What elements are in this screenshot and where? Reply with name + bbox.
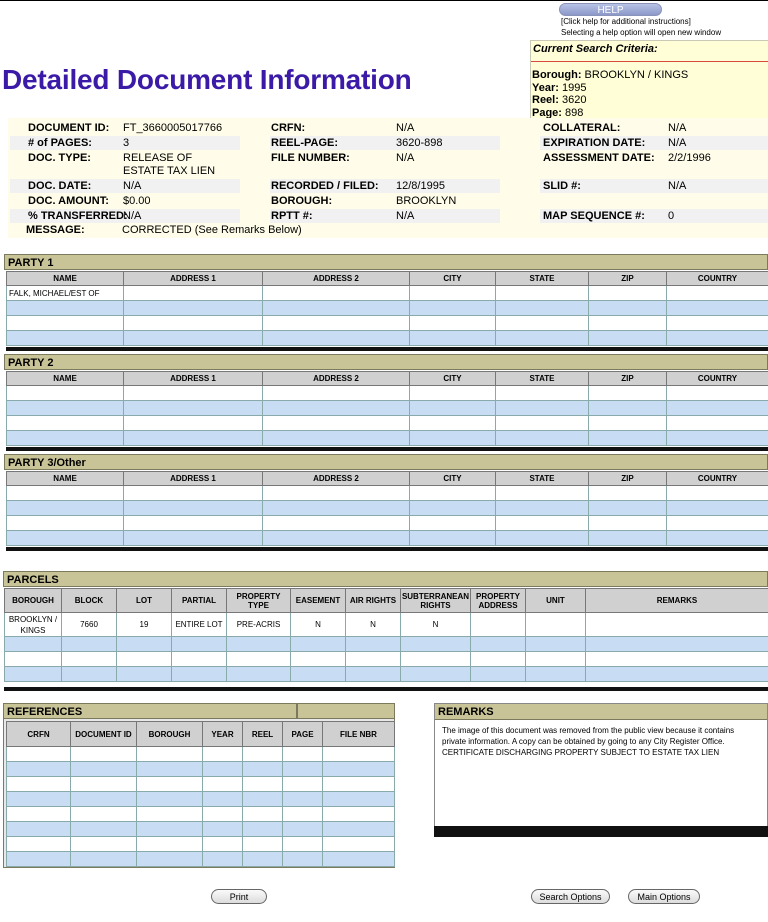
search-criteria-panel xyxy=(530,40,768,120)
remarks-panel xyxy=(434,703,768,837)
col-city: CITY xyxy=(410,272,496,286)
map-sequence-value: 0 xyxy=(668,210,675,222)
col-file-nbr: FILE NBR xyxy=(323,722,395,747)
col-remarks: REMARKS xyxy=(586,589,768,613)
assessment-label: ASSESSMENT DATE: xyxy=(543,152,655,164)
main-options-button[interactable]: Main Options xyxy=(628,889,700,904)
transferred-label: % TRANSFERRED: xyxy=(28,210,128,222)
table-row xyxy=(7,431,768,446)
criteria-title: Current Search Criteria: xyxy=(533,43,658,55)
table-row xyxy=(7,762,395,777)
parcels-header: PARCELS xyxy=(3,571,768,587)
doc-amount-label: DOC. AMOUNT: xyxy=(28,195,109,207)
parcel-air-rights-cell: N xyxy=(346,613,401,637)
col-address-2: ADDRESS 2 xyxy=(263,372,410,386)
col-country: COUNTRY xyxy=(667,272,768,286)
expiration-value: N/A xyxy=(668,137,687,149)
col-name: NAME xyxy=(7,272,124,286)
col-state: STATE xyxy=(496,272,589,286)
table-row xyxy=(7,777,395,792)
table-row xyxy=(7,792,395,807)
parcel-partial-cell: ENTIRE LOT xyxy=(172,613,227,637)
col-page: PAGE xyxy=(283,722,323,747)
document-id-label: DOCUMENT ID: xyxy=(28,122,110,134)
table-row xyxy=(5,667,768,682)
col-subterranean-rights: SUBTERRANEAN RIGHTS xyxy=(401,589,471,613)
file-number-value: N/A xyxy=(396,152,415,164)
table-row xyxy=(7,386,768,401)
table-row xyxy=(5,637,768,652)
doc-amount-value: $0.00 xyxy=(123,195,151,207)
map-sequence-label: MAP SEQUENCE #: xyxy=(543,210,645,222)
criteria-year: Year: 1995 xyxy=(532,81,587,94)
col-air-rights: AIR RIGHTS xyxy=(346,589,401,613)
document-id-value: FT_3660005017766 xyxy=(123,122,223,134)
table-row xyxy=(7,747,395,762)
parcel-subterranean-cell: N xyxy=(401,613,471,637)
col-lot: LOT xyxy=(117,589,172,613)
slid-label: SLID #: xyxy=(543,180,581,192)
col-zip: ZIP xyxy=(589,272,667,286)
table-row xyxy=(7,822,395,837)
parcel-address-cell xyxy=(471,613,526,637)
message-label: MESSAGE: xyxy=(26,224,85,236)
party1-table xyxy=(6,271,768,346)
party3-header: PARTY 3/Other xyxy=(4,454,768,470)
expiration-label: EXPIRATION DATE: xyxy=(543,137,646,149)
borough-value: BROOKLYN xyxy=(396,195,457,207)
party3-footer-bar xyxy=(6,547,768,551)
col-name: NAME xyxy=(7,372,124,386)
help-button[interactable]: HELP xyxy=(559,3,662,16)
col-zip: ZIP xyxy=(589,372,667,386)
col-property-type: PROPERTY TYPE xyxy=(227,589,291,613)
table-row xyxy=(7,316,768,331)
table-row xyxy=(7,416,768,431)
party2-header: PARTY 2 xyxy=(4,354,768,370)
search-options-button[interactable]: Search Options xyxy=(531,889,610,904)
table-row xyxy=(7,516,768,531)
col-address-2: ADDRESS 2 xyxy=(263,472,410,486)
top-border xyxy=(0,0,768,1)
parcels-footer-bar xyxy=(4,687,768,691)
table-row xyxy=(7,331,768,346)
parcels-table xyxy=(4,588,768,682)
party1-footer-bar xyxy=(6,347,768,351)
references-table xyxy=(6,721,395,867)
table-row xyxy=(5,652,768,667)
col-borough: BOROUGH xyxy=(5,589,62,613)
recorded-value: 12/8/1995 xyxy=(396,180,445,192)
party3-table xyxy=(6,471,768,546)
remarks-header: REMARKS xyxy=(435,704,767,720)
rptt-label: RPTT #: xyxy=(271,210,313,222)
criteria-reel: Reel: 3620 xyxy=(532,94,587,106)
slid-value: N/A xyxy=(668,180,687,192)
remarks-text: The image of this document was removed from the public view because it contains private information. A copy can be obtained by going to any City Register Office. CERTIFICATE DISCHARGING PROPERTY SUBJECT TO ESTATE TAX LIEN xyxy=(442,726,735,757)
help-note-window: Selecting a help option will open new window xyxy=(561,28,722,37)
col-borough: BOROUGH xyxy=(137,722,203,747)
table-row xyxy=(7,486,768,501)
rptt-value: N/A xyxy=(396,210,415,222)
references-header: REFERENCES xyxy=(3,703,297,719)
borough-label: BOROUGH: xyxy=(271,195,333,207)
parcel-remarks-cell xyxy=(586,613,768,637)
table-row xyxy=(7,401,768,416)
message-value: CORRECTED (See Remarks Below) xyxy=(122,224,302,236)
col-easement: EASEMENT xyxy=(291,589,346,613)
col-year: YEAR xyxy=(203,722,243,747)
doc-date-value: N/A xyxy=(123,180,142,192)
crfn-value: N/A xyxy=(396,122,415,134)
assessment-value: 2/2/1996 xyxy=(668,152,711,164)
col-state: STATE xyxy=(496,472,589,486)
pages-value: 3 xyxy=(123,137,130,149)
doc-date-label: DOC. DATE: xyxy=(28,180,92,192)
doc-type-value-1: RELEASE OF xyxy=(123,152,193,164)
reel-page-label: REEL-PAGE: xyxy=(271,137,339,149)
doc-type-label: DOC. TYPE: xyxy=(28,152,91,164)
recorded-label: RECORDED / FILED: xyxy=(271,180,379,192)
col-address-2: ADDRESS 2 xyxy=(263,272,410,286)
col-city: CITY xyxy=(410,372,496,386)
document-info-panel xyxy=(8,118,768,238)
col-property-address: PROPERTY ADDRESS xyxy=(471,589,526,613)
help-note-instructions: [Click help for additional instructions] xyxy=(561,17,691,26)
table-row xyxy=(5,613,768,637)
remarks-footer-bar xyxy=(434,826,768,837)
parcel-block-cell: 7660 xyxy=(62,613,117,637)
page-title: Detailed Document Information xyxy=(2,64,412,95)
col-city: CITY xyxy=(410,472,496,486)
parcel-lot-cell: 19 xyxy=(117,613,172,637)
col-partial: PARTIAL xyxy=(172,589,227,613)
pages-label: # of PAGES: xyxy=(28,137,92,149)
criteria-divider xyxy=(531,61,768,62)
col-country: COUNTRY xyxy=(667,372,768,386)
reel-page-value: 3620-898 xyxy=(396,137,443,149)
collateral-value: N/A xyxy=(668,122,687,134)
table-row xyxy=(7,852,395,867)
col-crfn: CRFN xyxy=(7,722,71,747)
parcel-unit-cell xyxy=(526,613,586,637)
criteria-page: Page: 898 xyxy=(532,106,584,119)
table-row xyxy=(7,807,395,822)
col-document-id: DOCUMENT ID xyxy=(71,722,137,747)
col-country: COUNTRY xyxy=(667,472,768,486)
col-address-1: ADDRESS 1 xyxy=(124,272,263,286)
col-zip: ZIP xyxy=(589,472,667,486)
parcel-property-type-cell: PRE-ACRIS xyxy=(227,613,291,637)
parcel-borough-cell: BROOKLYN / KINGS xyxy=(5,613,62,637)
table-row xyxy=(7,301,768,316)
col-state: STATE xyxy=(496,372,589,386)
col-unit: UNIT xyxy=(526,589,586,613)
col-reel: REEL xyxy=(243,722,283,747)
col-address-1: ADDRESS 1 xyxy=(124,472,263,486)
criteria-borough: Borough: BROOKLYN / KINGS xyxy=(532,69,689,81)
doc-type-value-2: ESTATE TAX LIEN xyxy=(123,165,216,177)
crfn-label: CRFN: xyxy=(271,122,306,134)
file-number-label: FILE NUMBER: xyxy=(271,152,350,164)
parcel-easement-cell: N xyxy=(291,613,346,637)
table-row xyxy=(7,286,768,301)
collateral-label: COLLATERAL: xyxy=(543,122,621,134)
references-header-filler xyxy=(297,703,395,719)
table-row xyxy=(7,501,768,516)
table-row xyxy=(7,531,768,546)
party1-header: PARTY 1 xyxy=(4,254,768,270)
col-block: BLOCK xyxy=(62,589,117,613)
party1-name-cell: FALK, MICHAEL/EST OF xyxy=(7,286,124,301)
col-address-1: ADDRESS 1 xyxy=(124,372,263,386)
print-button[interactable]: Print xyxy=(211,889,267,904)
table-row xyxy=(7,837,395,852)
party2-footer-bar xyxy=(6,447,768,451)
party2-table xyxy=(6,371,768,446)
col-name: NAME xyxy=(7,472,124,486)
transferred-value: N/A xyxy=(123,210,142,222)
